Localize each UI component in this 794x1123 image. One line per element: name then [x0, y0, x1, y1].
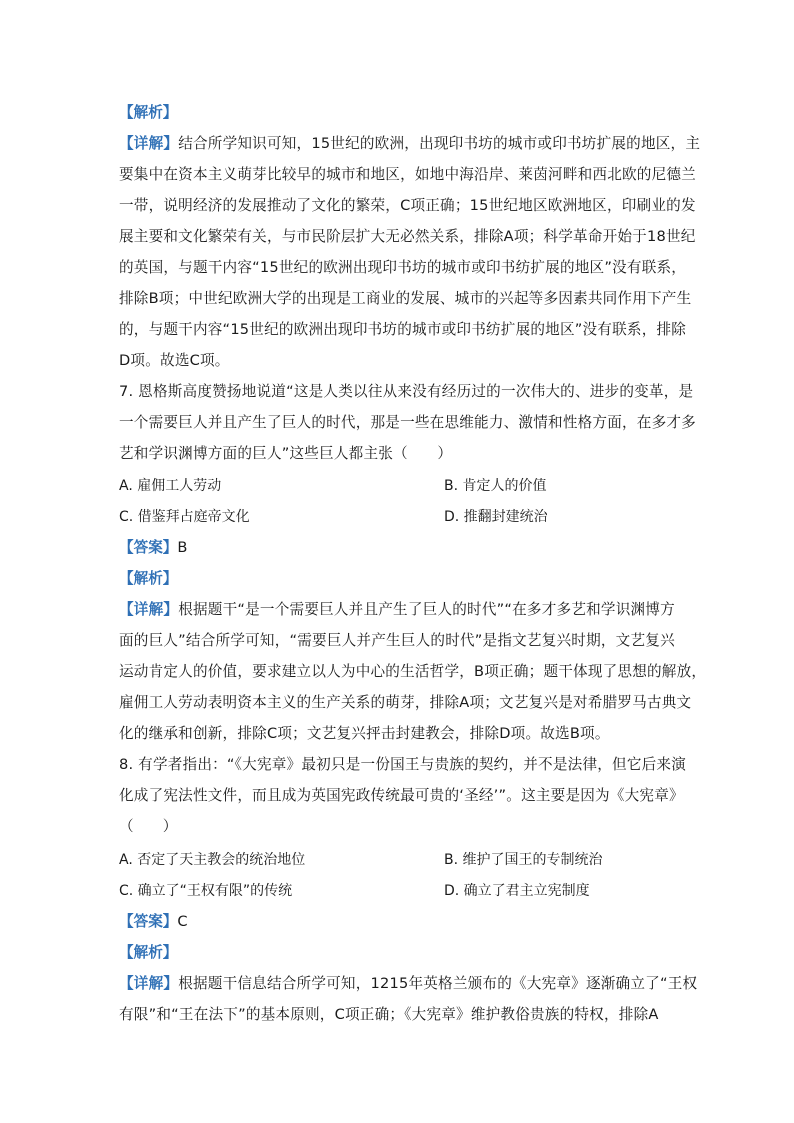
- q8-stem-line: 8. 有学者指出：“《大宪章》最初只是一份国王与贵族的契约，并不是法律，但它后来演: [119, 756, 686, 773]
- q7-answer-value: B: [177, 539, 188, 556]
- q7-option-b: B. 肯定人的价值: [444, 478, 547, 494]
- q7-option-a: A. 雇佣工人劳动: [119, 478, 222, 494]
- analysis-line: 展主要和文化繁荣有关，与市民阶层扩大无必然关系，排除A项；科学革命开始于18世纪: [119, 228, 696, 245]
- q7-analysis-line: 化的继承和创新，排除C项；文艺复兴抨击封建教会，排除D项。故选B项。: [119, 725, 610, 742]
- q8-stem-line: （ ）: [119, 818, 178, 835]
- q7-stem-line: 7. 恩格斯高度赞扬地说道“这是人类以往从来没有经历过的一次伟大的、进步的变革，是: [119, 383, 694, 400]
- q7-stem-line: 一个需要巨人并且产生了巨人的时代，那是一些在思维能力、激情和性格方面，在多才多: [119, 414, 696, 431]
- q7-jiexi-heading: 【解析】: [119, 570, 178, 587]
- q8-answer: 【答案】C: [119, 913, 188, 930]
- q7-analysis-line: 【详解】根据题干“是一个需要巨人并且产生了巨人的时代”“在多才多艺和学识渊博方: [119, 601, 675, 618]
- analysis-line: 的英国，与题干内容“15世纪的欧洲出现印书坊的城市或印书纺扩展的地区”没有联系，: [119, 259, 687, 276]
- q7-analysis-line: 面的巨人”结合所学可知，“需要巨人并产生巨人的时代”是指文艺复兴时期，文艺复兴: [119, 632, 675, 649]
- q8-analysis-line: 【详解】根据题干信息结合所学可知，1215年英格兰颁布的《大宪章》逐渐确立了“王权: [119, 975, 698, 992]
- analysis-line: 要集中在资本主义萌芽比较早的城市和地区，如地中海沿岸、莱茵河畔和西北欧的尼德兰: [119, 166, 696, 183]
- q8-answer-value: C: [177, 913, 188, 930]
- q7-stem-line: 艺和学识渊博方面的巨人”这些巨人都主张（ ）: [119, 445, 453, 462]
- q8-stem-line: 化成了宪法性文件，而且成为英国宪政传统最可贵的‘圣经’”。这主要是因为《大宪章》: [119, 787, 684, 804]
- q8-analysis-line: 有限”和“王在法下”的基本原则，C项正确；《大宪章》维护教俗贵族的特权，排除A: [119, 1006, 659, 1023]
- q8-option-c: C. 确立了“王权有限”的传统: [119, 883, 293, 899]
- q8-jiexi-heading: 【解析】: [119, 944, 178, 961]
- analysis-line: 的，与题干内容“15世纪的欧洲出现印书坊的城市或印书纺扩展的地区”没有联系，排除: [119, 321, 687, 338]
- q7-answer: 【答案】B: [119, 539, 188, 556]
- analysis-line: D项。故选C项。: [119, 352, 230, 369]
- analysis-line: 【详解】结合所学知识可知，15世纪的欧洲，出现印书坊的城市或印书坊扩展的地区，主: [119, 135, 701, 152]
- q8-option-a: A. 否定了天主教会的统治地位: [119, 852, 306, 868]
- q7-option-c: C. 借鉴拜占庭帝文化: [119, 509, 250, 525]
- q8-option-b: B. 维护了国王的专制统治: [444, 852, 603, 868]
- jiexi-heading-1: 【解析】: [119, 104, 178, 121]
- q7-option-d: D. 推翻封建统治: [444, 509, 548, 525]
- q8-option-d: D. 确立了君主立宪制度: [444, 883, 590, 899]
- analysis-line: 排除B项；中世纪欧洲大学的出现是工商业的发展、城市的兴起等多因素共同作用下产生: [119, 290, 692, 307]
- xiangjie-tag: 【详解】: [119, 135, 179, 152]
- q7-analysis-line: 雇佣工人劳动表明资本主义的生产关系的萌芽，排除A项；文艺复兴是对希腊罗马古典文: [119, 694, 692, 711]
- analysis-line: 一带，说明经济的发展推动了文化的繁荣，C项正确；15世纪地区欧洲地区，印刷业的发: [119, 197, 696, 214]
- q7-analysis-line: 运动肯定人的价值，要求建立以人为中心的生活哲学，B项正确；题干体现了思想的解放，: [119, 663, 707, 680]
